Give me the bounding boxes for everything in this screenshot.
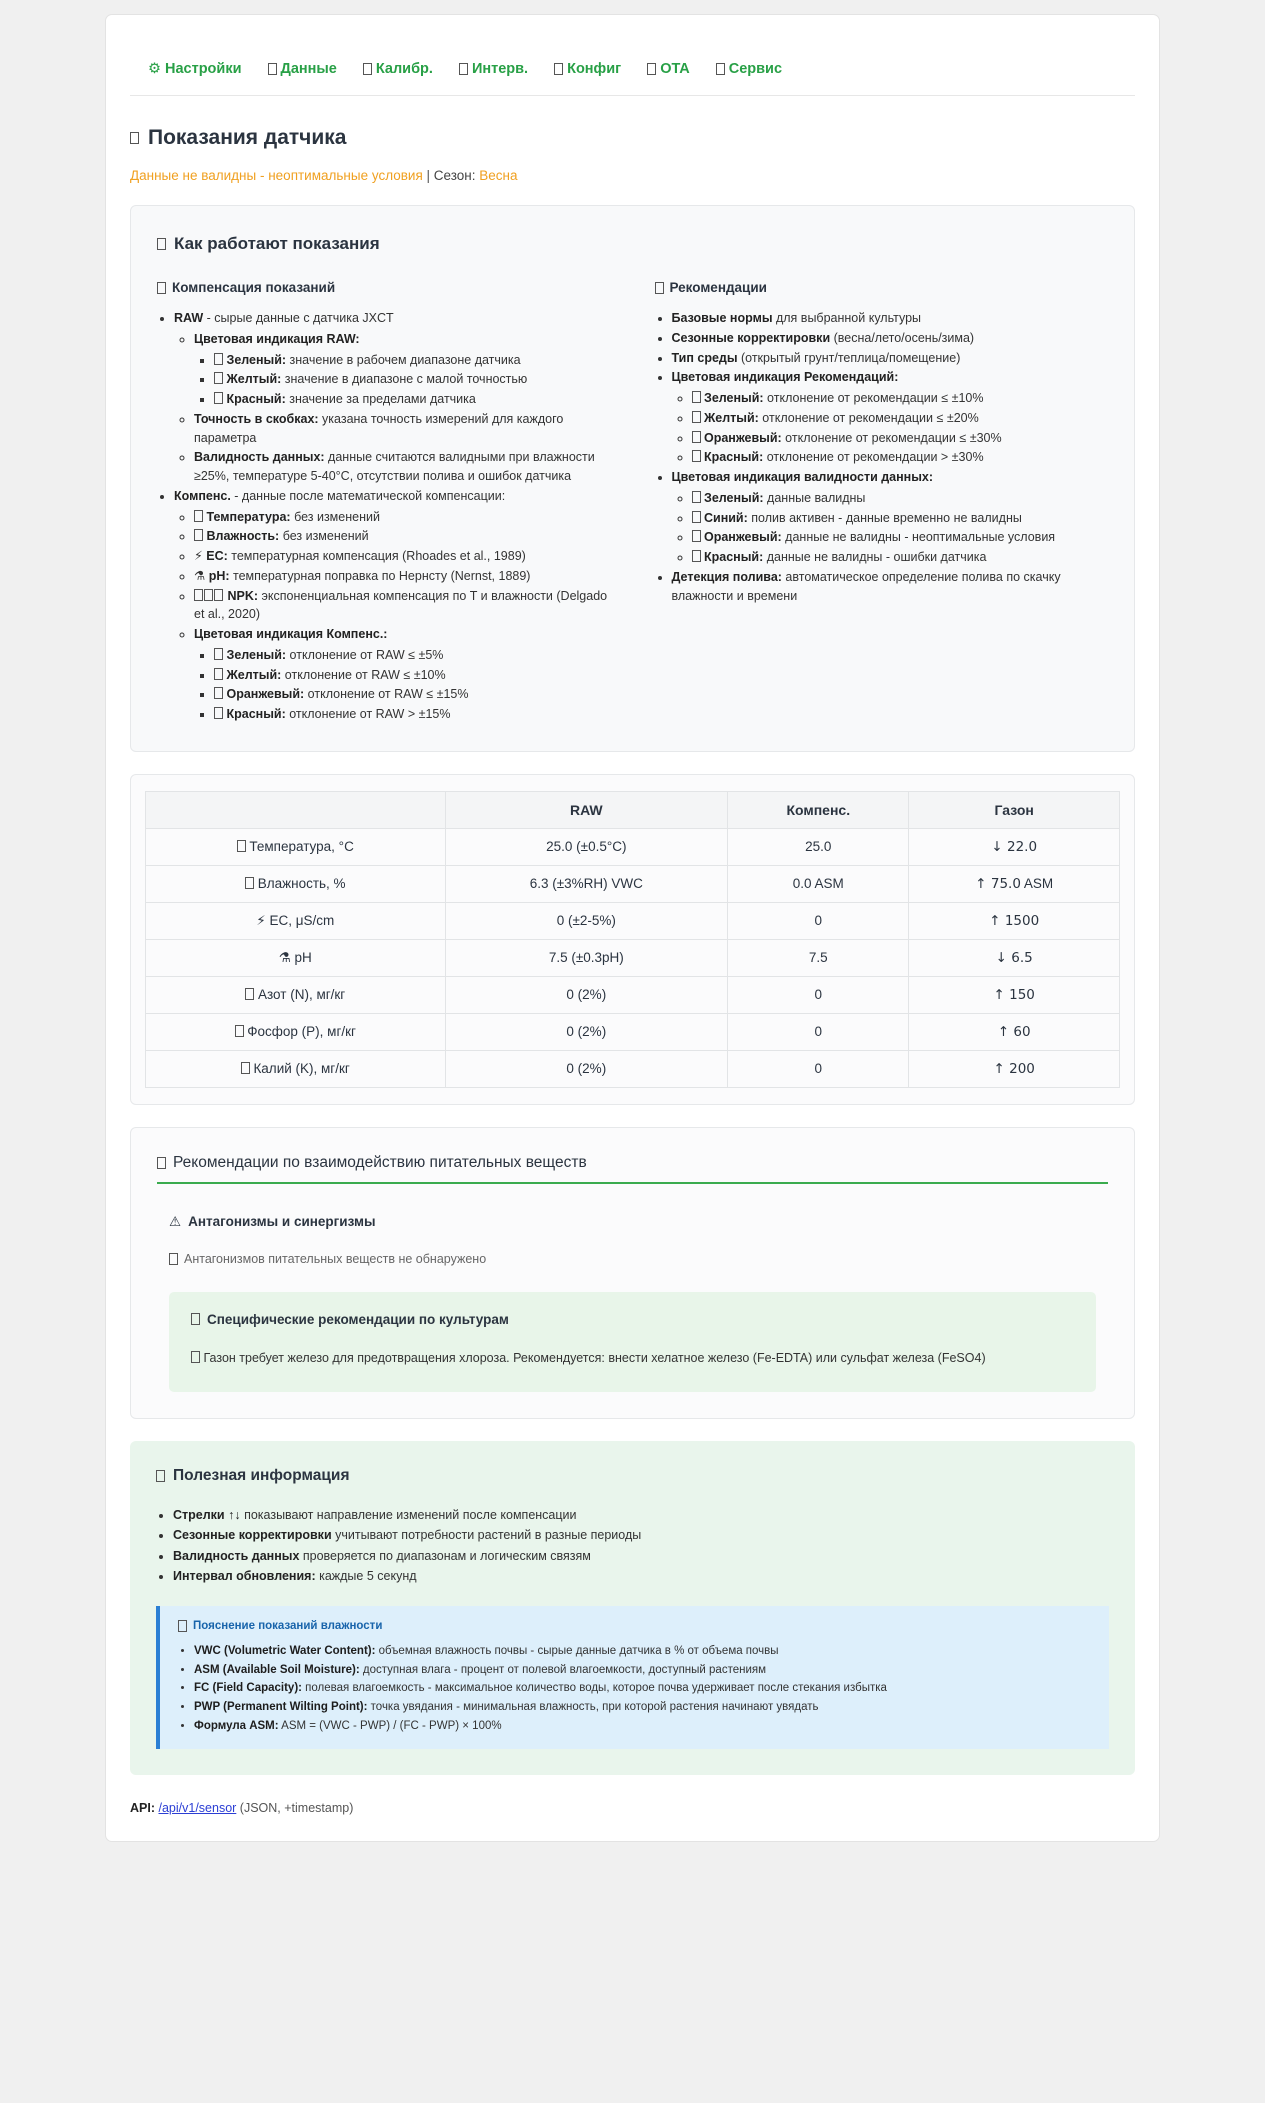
term-description: данные не валидны - неоптимальные условия xyxy=(781,530,1056,545)
table-cell-target xyxy=(909,828,1120,865)
term-label: Температура: xyxy=(206,509,291,524)
list-item xyxy=(214,685,611,704)
list-item xyxy=(672,349,1109,368)
box-icon xyxy=(692,431,701,443)
term-label: Зеленый: xyxy=(703,391,764,405)
list-item xyxy=(173,1566,1109,1586)
list-item xyxy=(692,548,1109,567)
term-label: Зеленый: xyxy=(226,647,287,662)
flask-icon: ⚗ xyxy=(278,949,291,966)
term-description: учитывают потребности растений в разные периоды xyxy=(331,1528,642,1543)
box-icon xyxy=(647,63,656,75)
term-label: Интервал обновления: xyxy=(173,1568,316,1583)
box-icon xyxy=(363,63,372,75)
box-icon xyxy=(214,687,223,699)
box-icon xyxy=(459,63,468,75)
nav-item-label: Данные xyxy=(280,61,337,77)
nutrient-card-title xyxy=(157,1154,1108,1184)
term-description: данные считаются валидными при влажности ≥25%, температуре 5-40°C, отсутствии полива и ошибок датчика xyxy=(194,450,595,483)
term-label: Цветовая индикация Рекомендаций: xyxy=(671,370,899,385)
term-description: для выбранной культуры xyxy=(772,311,922,325)
nav-item-интерв-[interactable] xyxy=(459,61,528,77)
table-header-газон: Газон xyxy=(909,791,1120,828)
list-item xyxy=(194,330,611,409)
table-cell-compensated xyxy=(728,828,909,865)
term-label: Сезонные корректировки xyxy=(173,1528,332,1543)
page-title-text: Показания датчика xyxy=(148,126,347,149)
cell-value: ↑ 1500 xyxy=(989,912,1040,929)
list-item xyxy=(214,370,611,389)
term-description: без изменений xyxy=(279,529,369,544)
nav-item-сервис[interactable] xyxy=(716,61,782,77)
term-description: отклонение от рекомендации ≤ ±20% xyxy=(758,410,979,425)
table-row xyxy=(146,939,1120,976)
box-icon xyxy=(214,353,223,365)
list-item xyxy=(692,489,1109,508)
nutrient-icon xyxy=(157,1157,166,1169)
list-item xyxy=(194,625,611,724)
nested-list xyxy=(672,489,1109,567)
bullet-icon xyxy=(191,1351,200,1363)
box-icon xyxy=(268,63,277,75)
term-label: Оранжевый: xyxy=(703,430,782,445)
nav-item-label: Настройки xyxy=(165,61,242,77)
readings-table-head xyxy=(146,791,1120,828)
nav-item-калибр-[interactable] xyxy=(363,61,433,77)
antagonism-note xyxy=(169,1252,1096,1266)
nutrient-card-title-text: Рекомендации по взаимодействию питательных веществ xyxy=(173,1153,587,1171)
compensation-heading xyxy=(157,280,611,295)
box-icon xyxy=(716,63,725,75)
box-icon xyxy=(692,411,701,423)
table-cell-raw xyxy=(445,1013,728,1050)
table-cell-target xyxy=(909,976,1120,1013)
useful-info-title xyxy=(156,1467,1109,1485)
antagonism-block xyxy=(157,1214,1108,1392)
table-header-row xyxy=(146,791,1120,828)
term-label: Желтый: xyxy=(226,667,282,682)
list-item xyxy=(672,568,1109,606)
compensation-detail-list xyxy=(174,508,611,724)
gear-icon: ⚙ xyxy=(148,61,161,77)
term-description: проверяется по диапазонам и логическим связям xyxy=(299,1548,591,1563)
list-item xyxy=(214,705,611,724)
cell-value: 0 xyxy=(814,913,823,929)
table-cell-target xyxy=(909,1050,1120,1087)
box-icon xyxy=(692,530,701,542)
antagonism-title-text: Антагонизмы и синергизмы xyxy=(188,1214,376,1230)
box-icon xyxy=(692,450,701,462)
nested-list xyxy=(194,646,611,724)
cell-value: ↓ 22.0 xyxy=(991,838,1038,855)
api-link[interactable]: /api/v1/sensor xyxy=(158,1801,237,1816)
table-cell-compensated xyxy=(728,1013,909,1050)
how-it-works-title-text: Как работают показания xyxy=(174,234,380,253)
term-label: Компенс. xyxy=(174,488,231,503)
cell-value: 0 (2%) xyxy=(566,1024,607,1040)
leaf-icon xyxy=(191,1313,200,1325)
compensation-column xyxy=(157,280,611,725)
compensation-icon xyxy=(157,282,166,294)
table-cell-compensated xyxy=(728,865,909,902)
list-item xyxy=(214,646,611,665)
table-cell-raw xyxy=(445,828,728,865)
term-label: Точность в скобках: xyxy=(194,411,319,426)
term-label: PWP (Permanent Wilting Point): xyxy=(194,1701,368,1713)
table-cell-raw xyxy=(445,902,728,939)
list-item xyxy=(214,390,611,409)
status-warning-text: Данные не валидны - неоптимальные условия xyxy=(130,168,423,183)
raw-details-list xyxy=(174,330,611,486)
humidity-explanation-title xyxy=(178,1620,1093,1632)
table-cell-parameter: Фосфор (P), мг/кг xyxy=(146,1013,446,1050)
bolt-icon: ⚡ xyxy=(194,548,203,563)
cell-value: ↑ 75.0 xyxy=(975,875,1021,892)
flask-icon: ⚗ xyxy=(194,567,206,583)
table-cell-compensated xyxy=(728,939,909,976)
list-item xyxy=(692,528,1109,547)
term-label: RAW xyxy=(174,311,204,325)
term-description: полив активен - данные временно не валидны xyxy=(747,510,1022,525)
list-item xyxy=(672,309,1109,328)
how-it-works-title xyxy=(157,234,1108,254)
term-description: значение за пределами датчика xyxy=(285,392,476,406)
page-content xyxy=(106,126,1159,1775)
cell-value: ↑ 200 xyxy=(993,1060,1035,1077)
check-icon xyxy=(169,1253,178,1265)
list-item xyxy=(194,410,611,448)
term-label: Синий: xyxy=(703,510,748,525)
table-row xyxy=(146,865,1120,902)
nav-item-конфиг[interactable] xyxy=(554,61,621,77)
cell-value: 0 (2%) xyxy=(566,987,607,1003)
readings-table-card xyxy=(130,774,1135,1105)
list-item xyxy=(194,1642,1093,1661)
list-item xyxy=(174,487,611,724)
compensation-heading-text: Компенсация показаний xyxy=(172,280,336,295)
cell-value: 7.5 xyxy=(808,950,828,966)
recommendations-heading-text: Рекомендации xyxy=(669,280,767,295)
season-value: Весна xyxy=(479,168,518,183)
list-item xyxy=(214,351,611,370)
list-item xyxy=(672,468,1109,567)
box-icon xyxy=(554,63,563,75)
term-label: Желтый: xyxy=(703,410,759,425)
term-label: ASM (Available Soil Moisture): xyxy=(194,1663,360,1676)
recommendations-column xyxy=(655,280,1109,725)
table-cell-parameter: ⚡ EC, μS/cm xyxy=(146,902,446,939)
crop-recommendation-box xyxy=(169,1292,1096,1392)
box-icon xyxy=(692,550,701,562)
term-label: Желтый: xyxy=(226,372,282,387)
cell-unit: ASM xyxy=(811,876,844,892)
term-description: данные валидны xyxy=(763,490,866,505)
table-cell-parameter: ⚗ pH xyxy=(146,939,446,976)
how-it-works-columns xyxy=(157,280,1108,725)
box-icon xyxy=(214,668,223,680)
list-item xyxy=(692,509,1109,528)
term-description: отклонение от RAW ≤ ±15% xyxy=(304,687,469,702)
info-icon xyxy=(157,238,166,250)
crop-recommendation-text xyxy=(191,1349,1074,1368)
table-cell-parameter: Калий (K), мг/кг xyxy=(146,1050,446,1087)
table-header-компенс: Компенс. xyxy=(728,791,909,828)
list-item xyxy=(194,587,611,625)
box-icon xyxy=(692,511,701,523)
box-icon xyxy=(194,510,203,522)
table-cell-target xyxy=(909,865,1120,902)
cell-value: 6.3 (±3%RH) xyxy=(529,876,608,892)
table-row xyxy=(146,828,1120,865)
crop-recommendation-body: Газон требует железо для предотвращения хлороза. Рекомендуется: внести хелатное железо (Fe-EDTA) или сульфат железа (FeSO4) xyxy=(203,1350,986,1365)
droplet-icon xyxy=(178,1620,187,1632)
term-description: (весна/лето/осень/зима) xyxy=(830,330,975,345)
list-item xyxy=(672,329,1109,348)
how-it-works-card xyxy=(130,205,1135,752)
box-icon xyxy=(692,491,701,503)
term-label: Детекция полива: xyxy=(671,569,782,584)
list-item xyxy=(173,1546,1109,1566)
cell-value: 25.0 (±0.5°C) xyxy=(546,839,627,855)
table-cell-target xyxy=(909,939,1120,976)
term-description: отклонение от рекомендации ≤ ±10% xyxy=(763,391,984,405)
cell-value: ↑ 150 xyxy=(993,986,1035,1003)
nav-item-данные[interactable] xyxy=(268,61,337,77)
table-cell-compensated xyxy=(728,1050,909,1087)
status-separator: | xyxy=(426,168,431,183)
box-icon xyxy=(235,1025,244,1037)
list-item xyxy=(692,389,1109,408)
table-header-raw: RAW xyxy=(445,791,728,828)
term-description: объемная влажность почвы - сырые данные датчика в % от объема почвы xyxy=(375,1645,779,1658)
term-description: без изменений xyxy=(290,509,380,524)
nav-item-label: Интерв. xyxy=(471,61,529,77)
term-label: Красный: xyxy=(226,392,286,406)
table-row xyxy=(146,1050,1120,1087)
useful-info-title-text: Полезная информация xyxy=(173,1467,350,1485)
term-label: Оранжевый: xyxy=(226,687,305,702)
list-item xyxy=(194,448,611,486)
table-cell-compensated xyxy=(728,976,909,1013)
api-footer xyxy=(130,1801,1135,1815)
list-item xyxy=(194,1698,1093,1717)
term-description: полевая влагоемкость - максимальное количество воды, которое почва удерживает после стекания избытка xyxy=(301,1682,887,1695)
main-navigation xyxy=(130,15,1135,96)
nav-item-label: Сервис xyxy=(728,61,783,77)
term-label: Тип среды xyxy=(671,350,738,365)
useful-info-list xyxy=(156,1505,1109,1586)
term-description: точка увядания - минимальная влажность, при которой растения начинают увядать xyxy=(367,1701,819,1713)
list-item xyxy=(194,567,611,586)
box-icon xyxy=(237,840,246,852)
nav-item-ota[interactable] xyxy=(647,61,690,77)
nested-list xyxy=(194,351,611,409)
list-item xyxy=(672,368,1109,467)
humidity-explanation-box xyxy=(156,1606,1109,1749)
nested-list xyxy=(672,389,1109,467)
term-description: - данные после математической компенсации: xyxy=(230,488,506,503)
humidity-explanation-title-text: Пояснение показаний влажности xyxy=(193,1620,383,1633)
cell-unit: ASM xyxy=(1020,875,1054,891)
warning-triangle-icon: ⚠ xyxy=(169,1213,182,1230)
humidity-term-list xyxy=(178,1642,1093,1735)
term-label: Красный: xyxy=(226,707,286,721)
term-description: автоматическое определение полива по скачку влажности и времени xyxy=(671,569,1061,603)
table-row xyxy=(146,1013,1120,1050)
cell-value: 0 (±2-5%) xyxy=(556,913,616,929)
term-label: Зеленый: xyxy=(703,490,764,505)
nav-item-label: Конфиг xyxy=(567,61,622,77)
list-item xyxy=(692,429,1109,448)
cell-value: 7.5 (±0.3pH) xyxy=(548,950,624,966)
box-icon xyxy=(245,877,254,889)
antagonism-note-text: Антагонизмов питательных веществ не обнаружено xyxy=(184,1251,487,1266)
list-item xyxy=(194,1661,1093,1680)
term-description: каждые 5 секунд xyxy=(315,1568,417,1583)
box-icon xyxy=(692,391,701,403)
table-row xyxy=(146,976,1120,1013)
term-label: FC (Field Capacity): xyxy=(194,1682,302,1695)
box-icon xyxy=(241,1062,250,1074)
list-item xyxy=(173,1525,1109,1545)
list-item xyxy=(194,1717,1093,1736)
list-item xyxy=(194,547,611,566)
cell-value: 0 xyxy=(814,987,823,1003)
status-line xyxy=(130,168,1135,183)
list-item xyxy=(692,448,1109,467)
cell-value: ↑ 60 xyxy=(997,1023,1031,1040)
table-row xyxy=(146,902,1120,939)
term-description: доступная влага - процент от полевой влагоемкости, доступный растениям xyxy=(359,1663,767,1676)
cell-value: 0 (2%) xyxy=(566,1061,607,1077)
table-cell-raw xyxy=(445,865,728,902)
term-description: температурная компенсация (Rhoades et al., 1989) xyxy=(227,549,526,563)
term-label: Стрелки ↑↓ xyxy=(173,1508,241,1523)
compensation-list xyxy=(157,309,611,724)
term-label: pH: xyxy=(208,568,230,583)
table-cell-parameter: Температура, °C xyxy=(146,828,446,865)
term-label: Красный: xyxy=(703,550,764,564)
term-description: отклонение от рекомендации > ±30% xyxy=(763,450,984,465)
term-description: экспоненциальная компенсация по T и влажности (Delgado et al., 2020) xyxy=(194,588,608,622)
bulb-icon xyxy=(156,1470,165,1482)
box-icon xyxy=(214,648,223,660)
term-label: Оранжевый: xyxy=(703,530,782,545)
table-cell-raw xyxy=(445,976,728,1013)
term-description: показывают направление изменений после компенсации xyxy=(240,1508,577,1523)
useful-info-card xyxy=(130,1441,1135,1775)
term-label: NPK: xyxy=(227,588,259,603)
list-item xyxy=(194,508,611,527)
nav-item-настройки[interactable] xyxy=(148,61,242,77)
term-label: EC: xyxy=(206,549,228,563)
recommendations-icon xyxy=(655,282,664,294)
recommendations-heading xyxy=(655,280,1109,295)
term-description: отклонение от RAW > ±15% xyxy=(285,707,451,721)
term-label: Сезонные корректировки xyxy=(671,330,831,345)
term-description: данные не валидны - ошибки датчика xyxy=(763,550,987,564)
bolt-icon: ⚡ xyxy=(256,912,266,929)
app-window xyxy=(105,14,1160,1842)
list-item xyxy=(174,309,611,486)
table-cell-parameter: Азот (N), мг/кг xyxy=(146,976,446,1013)
term-description: отклонение от RAW ≤ ±5% xyxy=(286,647,444,662)
table-cell-raw xyxy=(445,1050,728,1087)
table-cell-compensated xyxy=(728,902,909,939)
sensor-icon xyxy=(130,132,139,144)
term-description: - сырые данные с датчика JXCT xyxy=(203,311,394,325)
readings-table xyxy=(145,791,1120,1088)
term-label: Цветовая индикация валидности данных: xyxy=(671,470,934,484)
readings-table-body xyxy=(146,828,1120,1087)
list-item xyxy=(173,1505,1109,1525)
box-icon xyxy=(214,707,223,719)
nutrient-interaction-card xyxy=(130,1127,1135,1419)
nav-item-label: OTA xyxy=(660,61,690,77)
term-label: Цветовая индикация Компенс.: xyxy=(194,627,388,641)
term-description: значение в диапазоне с малой точностью xyxy=(281,372,528,387)
cell-value: 0 xyxy=(814,1024,823,1040)
term-description: указана точность измерений для каждого параметра xyxy=(194,411,564,445)
box-icon xyxy=(214,392,223,404)
term-label: Зеленый: xyxy=(226,352,287,367)
box-icon xyxy=(214,372,223,384)
season-label: Сезон: xyxy=(433,168,476,183)
api-label: API: xyxy=(130,1801,155,1816)
term-description: значение в рабочем диапазоне датчика xyxy=(286,352,521,367)
term-description: ASM = (VWC - PWP) / (FC - PWP) × 100% xyxy=(278,1719,502,1732)
table-cell-raw xyxy=(445,939,728,976)
box-icon xyxy=(194,529,203,541)
page-title xyxy=(130,126,1135,150)
term-description: отклонение от рекомендации ≤ ±30% xyxy=(781,430,1002,445)
cell-value: 0.0 xyxy=(792,876,812,892)
term-label: Валидность данных: xyxy=(194,450,325,465)
nav-item-label: Калибр. xyxy=(375,61,433,77)
list-item xyxy=(214,666,611,685)
cell-value: 0 xyxy=(814,1061,823,1077)
term-label: Базовые нормы xyxy=(671,311,773,325)
antagonism-title xyxy=(169,1214,1096,1230)
list-item xyxy=(692,409,1109,428)
table-header-blank xyxy=(146,791,446,828)
table-cell-target xyxy=(909,902,1120,939)
term-label: Цветовая индикация RAW: xyxy=(194,331,360,346)
table-cell-target xyxy=(909,1013,1120,1050)
list-item xyxy=(194,1679,1093,1698)
crop-recommendation-title-text: Специфические рекомендации по культурам xyxy=(207,1311,509,1327)
term-label: Формула ASM: xyxy=(194,1719,279,1732)
crop-recommendation-title xyxy=(191,1312,1074,1327)
api-meta: (JSON, +timestamp) xyxy=(239,1801,354,1816)
term-label: VWC (Volumetric Water Content): xyxy=(194,1645,376,1658)
term-description: температурная поправка по Нернсту (Nernst, 1889) xyxy=(229,568,531,583)
table-cell-parameter: Влажность, % xyxy=(146,865,446,902)
term-label: Красный: xyxy=(703,450,764,465)
term-description: отклонение от RAW ≤ ±10% xyxy=(281,667,446,682)
cell-unit: VWC xyxy=(607,876,643,892)
term-label: Влажность: xyxy=(206,529,280,544)
cell-value: 25.0 xyxy=(805,839,832,855)
cell-value: ↓ 6.5 xyxy=(995,949,1033,966)
term-label: Валидность данных xyxy=(173,1548,300,1563)
npk-icon xyxy=(194,589,224,603)
recommendations-list xyxy=(655,309,1109,605)
list-item xyxy=(194,527,611,546)
box-icon xyxy=(245,988,254,1000)
term-description: (открытый грунт/теплица/помещение) xyxy=(737,350,961,365)
